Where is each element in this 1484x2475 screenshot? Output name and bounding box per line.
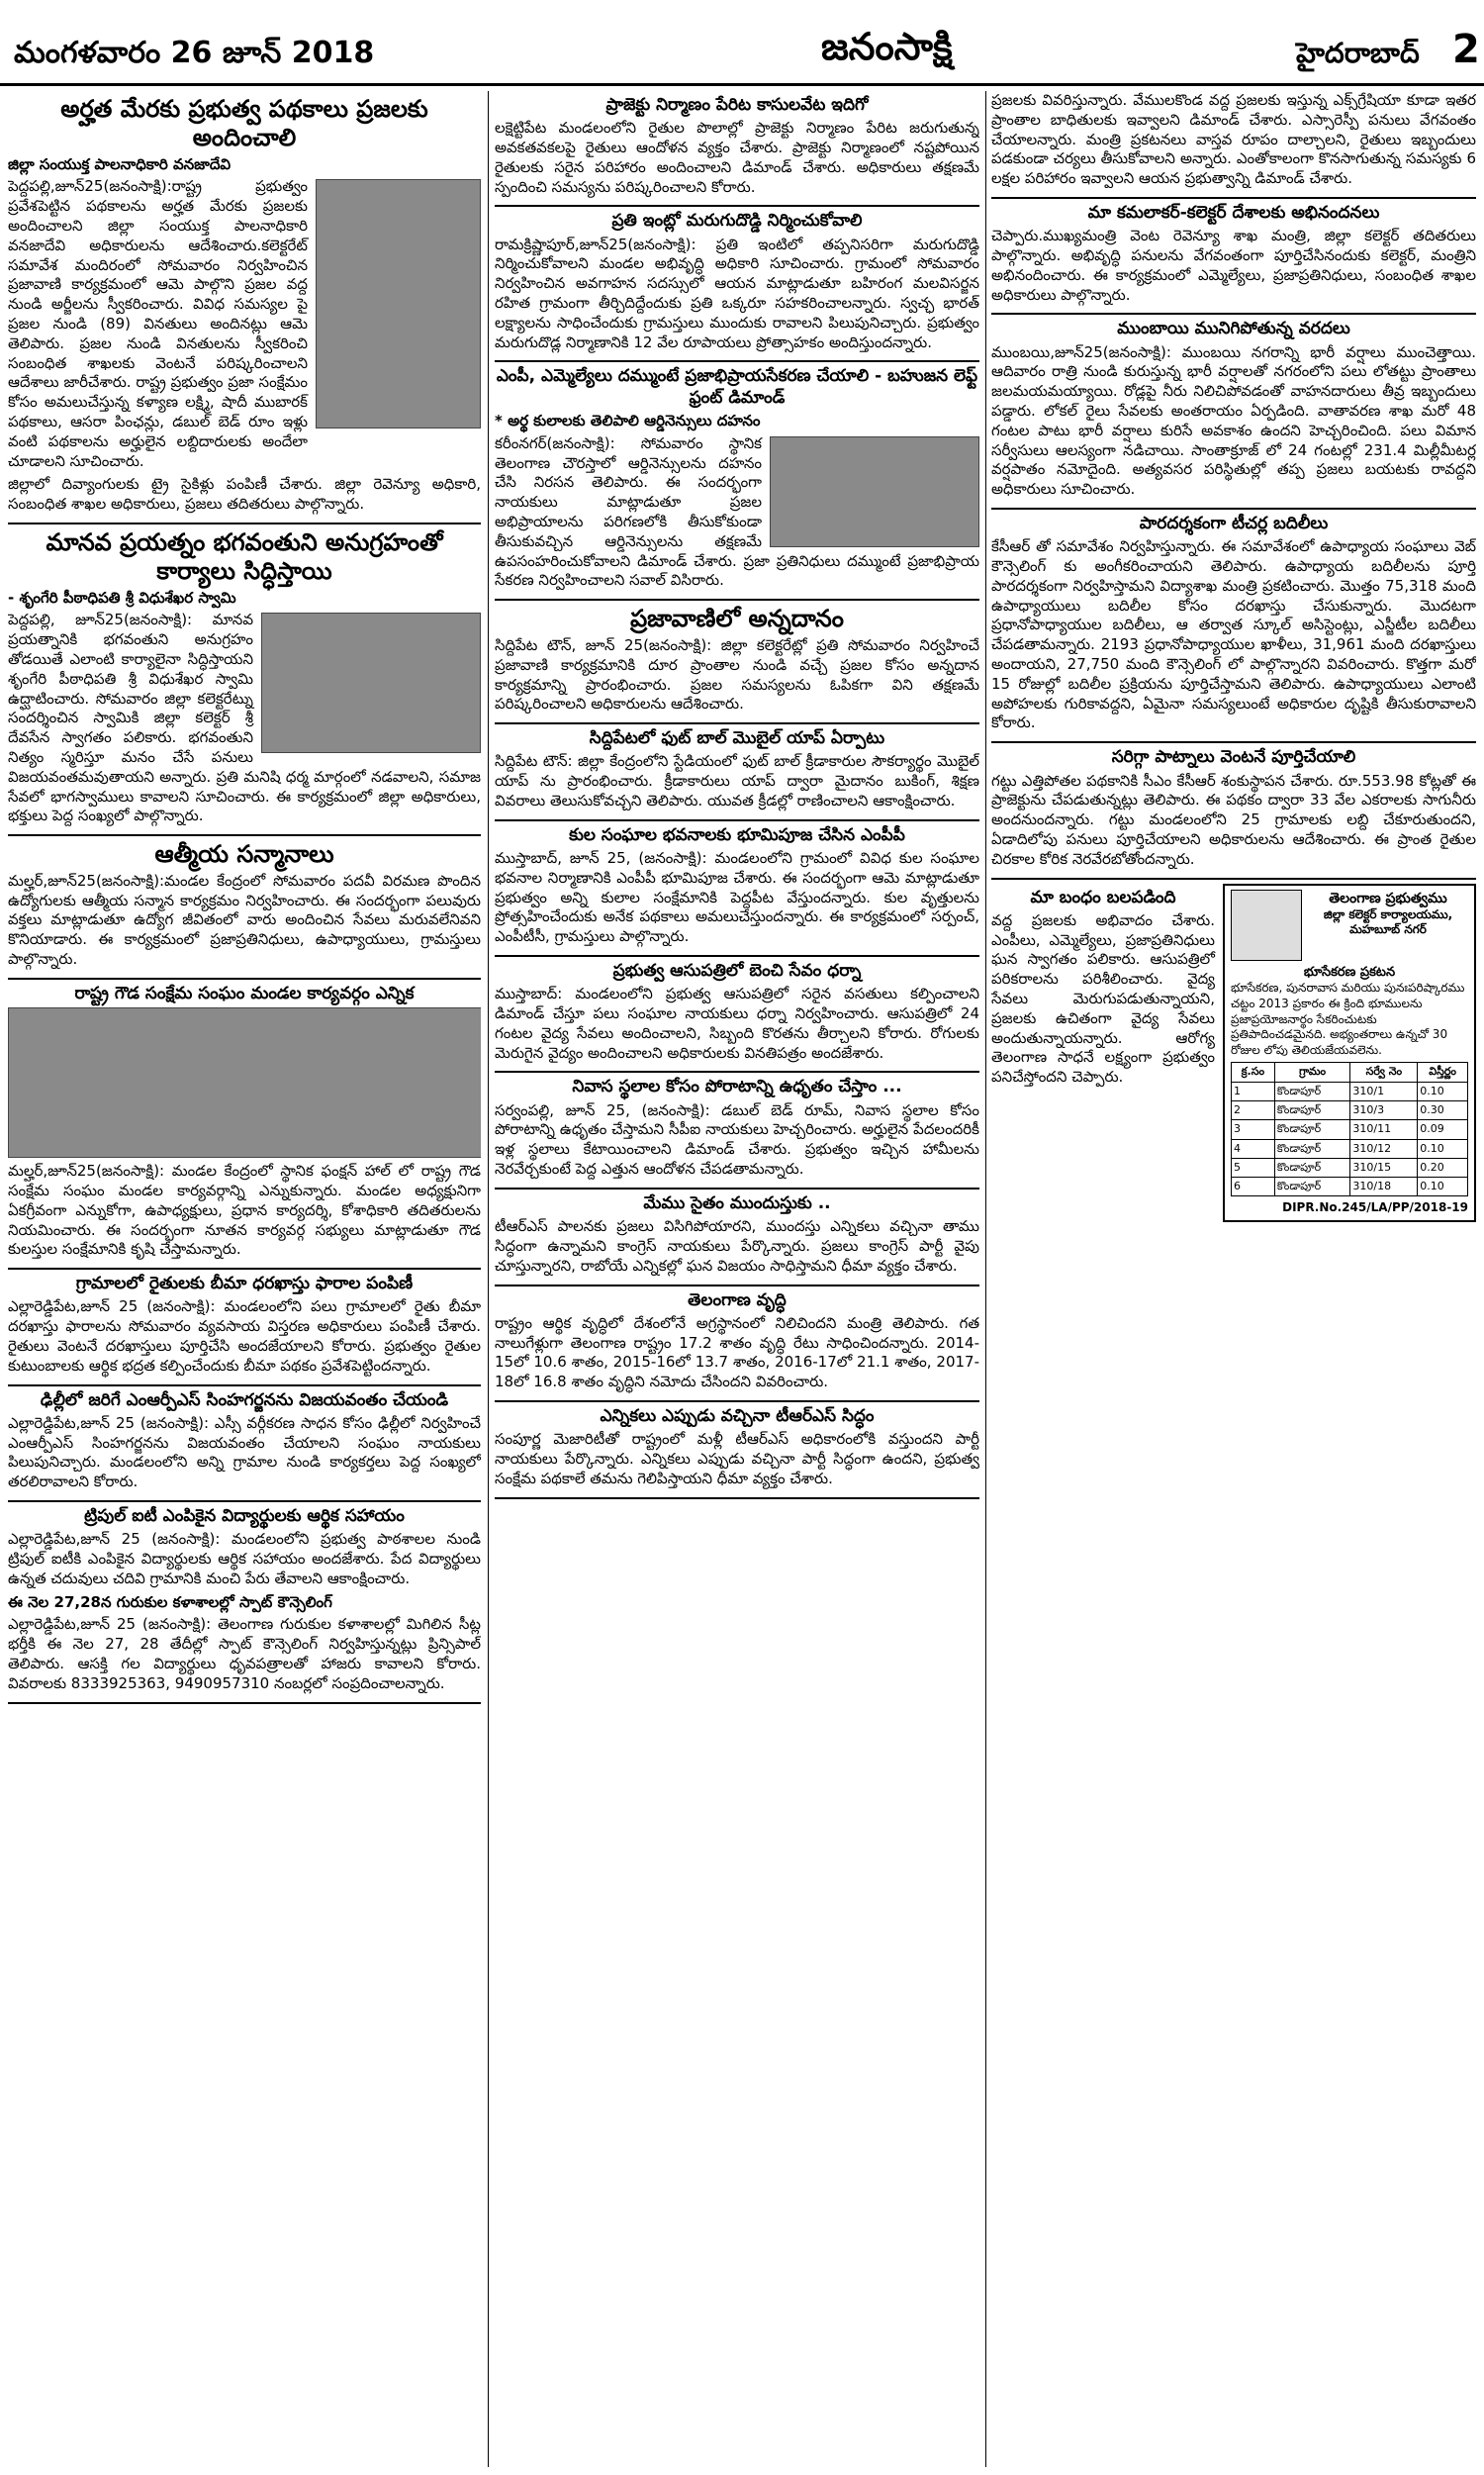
headline: ప్రజావాణిలో అన్నదానం: [630, 605, 844, 633]
table-cell: 0.30: [1418, 1100, 1468, 1119]
article: [495, 825, 979, 957]
headline: నివాస స్థలాల కోసం పోరాటాన్ని ఉధృతం చేస్తాం ...: [572, 1077, 902, 1097]
table-row: [1232, 1178, 1468, 1196]
article-body: ముస్తాబాద్, జూన్ 25, (జనంసాక్షి): మండలంలోని గ్రామంలో వివిధ కుల సంఘాల భవనాల నిర్మాణానికి ఎంపీపీ భూమిపూజ చేశారు. ఈ సందర్భంగా ఆమె మాట్లాడుతూ ప్రభుత్వం అన్ని కులాల సంక్షేమానికి పెద్దపీట వేస్తుందన్నారు. కుల వృత్తులను ప్రోత్సహించేందుకు అనేక పథకాలు అమలుచేస్తుందన్నారు. ఈ కార్యక్రమంలో సర్పంచ్, ఎంపీటీసీ, గ్రామస్తులు పాల్గొన్నారు.: [495, 849, 979, 946]
news-photo: [8, 1007, 481, 1158]
newspaper-name: జనంసాక్షి: [821, 25, 953, 68]
headline: సిద్దిపేటలో ఫుట్ బాల్ మొబైల్ యాప్ ఏర్పాటు: [589, 728, 885, 749]
table-cell: కొండాపూర్: [1274, 1082, 1350, 1100]
article-body: సర్వంపల్లి, జూన్ 25, (జనంసాక్షి): డబుల్ బెడ్ రూమ్, నివాస స్థలాల కోసం పోరాటాన్ని ఉధృతం చేస్తామని సీపీఐ నాయకులు హెచ్చరించారు. అర్హులైన పేదలందరికీ ఇళ్ల స్థలాలు కేటాయించాలని డిమాండ్ చేశారు. ప్రభుత్వం ఇచ్చిన హామీలను నెరవేర్చకుంటే పెద్ద ఎత్తున ఆందోళన చేపడతామన్నారు.: [495, 1100, 979, 1179]
article-body: చెప్పారు.ముఖ్యమంత్రి వెంట రెవెన్యూ శాఖ మంత్రి, జిల్లా కలెక్టర్ తదితరులు పాల్గొన్నారు. అభివృద్ధి పనులను వేగవంతంగా పూర్తిచేసినందుకు కలెక్టర్, మంత్రిని అభినందించారు. ఈ కార్యక్రమంలో ఎమ్మెల్యేలు, ప్రజాప్రతినిధులు, సంబంధిత శాఖల అధికారులు పాల్గొన్నారు.: [991, 227, 1476, 304]
column-header: విస్తీర్ణం: [1418, 1063, 1468, 1082]
article-body: జిల్లాలో దివ్యాంగులకు ట్రై సైకిళ్లు పంపిణీ చేశారు. జిల్లా రెవెన్యూ అధికారి, సంబంధిత శాఖల అధికారులు, ప్రజలు తదితరులు పాల్గొన్నారు.: [8, 475, 481, 514]
article-body: ఎల్లారెడ్డిపేట,జూన్ 25 (జనంసాక్షి): తెలంగాణ గురుకుల కళాశాలల్లో మిగిలిన సీట్ల భర్తీకి ఈ నెల 27, 28 తేదీల్లో స్పాట్ కౌన్సెలింగ్ నిర్వహిస్తున్నట్లు ప్రిన్సిపాల్ తెలిపారు. ఆసక్తి గల విద్యార్థులు ధృవపత్రాలతో హాజరు కావాలని కోరారు. వివరాలకు 8333925363, 9490957310 నంబర్లలో సంప్రదించాలన్నారు.: [8, 1615, 481, 1692]
table-cell: కొండాపూర్: [1274, 1100, 1350, 1119]
ad-title: తెలంగాణ ప్రభుత్వము: [1329, 890, 1447, 906]
subheadline: - శృంగేరి పీఠాధిపతి శ్రీ విధుశేఖర స్వామి: [8, 588, 236, 607]
headline: ట్రిపుల్ ఐటీ ఎంపికైన విద్యార్థులకు ఆర్థిక సహాయం: [84, 1505, 405, 1526]
table-cell: 5: [1232, 1158, 1275, 1177]
column-header: క్ర.సం: [1232, 1063, 1275, 1082]
column-divider: [488, 91, 489, 2467]
article-body: రాష్ట్రం ఆర్థిక వృద్ధిలో దేశంలోనే అగ్రస్థానంలో నిలిచిందని మంత్రి తెలిపారు. గత నాలుగేళ్లుగా తెలంగాణ రాష్ట్రం 17.2 శాతం వృద్ధి రేటు సాధించిందన్నారు. 2014-15లో 10.6 శాతం, 2015-16లో 13.7 శాతం, 2016-17లో 21.1 శాతం, 2017-18లో 16.8 శాతం వృద్ధిని నమోదు చేసిందని వివరించారు.: [495, 1313, 979, 1391]
article: [8, 1274, 481, 1385]
article: [495, 211, 979, 362]
article-body: టీఆర్ఎస్ పాలనకు ప్రజలు విసిగిపోయారని, ముందస్తు ఎన్నికలు వచ్చినా తాము సిద్ధంగా ఉన్నామని కాంగ్రెస్ నాయకులు పేర్కొన్నారు. ప్రజలు కాంగ్రెస్ పార్టీ వైపు చూస్తున్నారని, రాబోయే ఎన్నికల్లో ఘన విజయం సాధిస్తామని ధీమా వ్యక్తం చేశారు.: [495, 1217, 979, 1275]
article: [495, 605, 979, 724]
page-number: 2: [1452, 27, 1480, 72]
headline: ఎంపీ, ఎమ్మెల్యేలు దమ్ముంటే ప్రజాభిప్రాయసేకరణ చేయాలి - బహుజన లెఫ్ట్ ఫ్రంట్ డిమాండ్: [496, 366, 978, 408]
column-middle: [495, 91, 979, 2467]
article: [495, 1077, 979, 1189]
table-cell: 310/3: [1350, 1100, 1418, 1119]
table-row: [1232, 1139, 1468, 1158]
article-body: ముస్తాబాద్: మండలంలోని ప్రభుత్వ ఆసుపత్రిలో సరైన వసతులు కల్పించాలని డిమాండ్ చేస్తూ పలు సంఘాల నాయకులు ధర్నా నిర్వహించారు. ఆసుపత్రిలో 24 గంటల వైద్య సేవలు అందించాలని, సిబ్బంది కొరతను తీర్చాలని కోరారు. రోగులకు మెరుగైన వైద్యం అందించాలని అధికారులకు వినతిపత్రం అందజేశారు.: [495, 985, 979, 1062]
table-row: [1232, 1158, 1468, 1177]
headline: మా కమలాకర్-కలెక్టర్ దేశాలకు అభినందనలు: [1087, 202, 1380, 223]
article: [8, 1506, 481, 1704]
article: [8, 1390, 481, 1502]
ad-notice: భూసేకరణ ప్రకటన: [1303, 964, 1396, 980]
headline: రాష్ట్ర గౌడ సంక్షేమ సంఘం మండల కార్యవర్గం ఎన్నిక: [74, 983, 415, 1003]
headline: ప్రతి ఇంట్లో మరుగుదొడ్డి నిర్మించుకోవాలి: [611, 211, 863, 232]
table-cell: 6: [1232, 1178, 1275, 1196]
headline: ప్రాజెక్టు నిర్మాణం పేరిట కాసులవేట ఇదిగో: [605, 95, 869, 115]
article-body: ప్రజలకు వివరిస్తున్నారు. వేములకొండ వద్ద ప్రజలకు ఇస్తున్న ఎక్స్‌గ్రేషియా కూడా ఇతర ప్రాంతాల బాధితులకు ఇవ్వాలని డిమాండ్ చేశారు. ఎస్సారెస్పీ పనులు వేగవంతం చేయాలన్నారు. మంత్రి ప్రకటనలు వాస్తవ రూపం దాల్చాలని, రైతులు ఇబ్బందులు పడకుండా చర్యలు తీసుకోవాలని అన్నారు. ఎంతోకాలంగా కొనసాగుతున్న సమస్యకు 6 లక్షల పరిహారం ఇవ్వాలని ఆయన ప్రభుత్వాన్ని డిమాండ్ చేశారు.: [991, 91, 1476, 188]
table-cell: 0.10: [1418, 1139, 1468, 1158]
table-cell: 310/1: [1350, 1082, 1418, 1100]
article-body: మల్హర్,జూన్25(జనంసాక్షి):మండల కేంద్రంలో సోమవారం పదవీ విరమణ పొందిన ఉద్యోగులకు ఆత్మీయ సన్మాన కార్యక్రమం నిర్వహించారు. ఈ సందర్భంగా పలువురు వక్తలు మాట్లాడుతూ ఉద్యోగ జీవితంలో వారు అందించిన సేవలు మరువలేనివని కొనియాడారు. ఈ కార్యక్రమంలో ప్రజాప్రతినిధులు, ఉపాధ్యాయులు, గ్రామస్తులు పాల్గొన్నారు.: [8, 871, 481, 969]
table-cell: 2: [1232, 1100, 1275, 1119]
news-photo: [261, 613, 481, 753]
headline: ఢిల్లీలో జరిగే ఎంఆర్పీఎస్ సింహగర్జనను విజయవంతం చేయండి: [40, 1389, 449, 1410]
headline: ముంబాయి మునిగిపోతున్న వరదలు: [1117, 319, 1350, 339]
article: [495, 728, 979, 821]
article: [991, 884, 1215, 1223]
headline: పారదర్శకంగా టీచర్ల బదిలీలు: [1139, 514, 1329, 534]
table-cell: 310/15: [1350, 1158, 1418, 1177]
land-table: [1231, 1062, 1468, 1196]
article-body: ముంబయి,జూన్25(జనంసాక్షి): ముంబయి నగరాన్ని భారీ వర్షాలు ముంచెత్తాయి. ఆదివారం రాత్రి నుండి కురుస్తున్న భారీ వర్షాలతో నగరంలోని పలు లోతట్టు ప్రాంతాలు జలమయమయ్యాయి. రోడ్లపై నీరు నిలిచిపోవడంతో వాహనదారులు తీవ్ర ఇబ్బందులు పడ్డారు. లోకల్ రైలు సేవలకు అంతరాయం ఏర్పడింది. వాతావరణ శాఖ మరో 48 గంటల పాటు భారీ వర్షాలు కురిసే అవకాశం ఉందని హెచ్చరించింది. పలు విమాన సర్వీసులు ఆలస్యంగా నడిచాయి. సాంతాక్రూజ్ లో 24 గంటల్లో 231.4 మిల్లీమీటర్ల వర్షపాతం నమోదైంది. అత్యవసర పరిస్థితుల్లో తప్ప ప్రజలు బయటకు రావద్దని అధికారులు సూచించారు.: [991, 342, 1476, 499]
article-body: పెద్దపల్లి, జూన్25(జనంసాక్షి): మానవ ప్రయత్నానికి భగవంతుని అనుగ్రహం తోడయితే ఎలాంటి కార్యాలైనా సిద్ధిస్తాయని శృంగేరి పీఠాధిపతి శ్రీ విధుశేఖర స్వామి ఉద్ఘాటించారు. సోమవారం జిల్లా కలెక్టరేట్ను సందర్శించిన స్వామికి జిల్లా కలెక్టర్ శ్రీ దేవసేన స్వాగతం పలికారు. భగవంతుని నిత్యం స్మరిస్తూ మనం చేసే పనులు విజయవంతమవుతాయని అన్నారు. ప్రతి మనిషి ధర్మ మార్గంలో నడవాలని, సమాజ సేవలో భాగస్వాములు కావాలని సూచించారు. ఈ కార్యక్రమంలో జిల్లా అధికారులు, భక్తులు పెద్ద సంఖ్యలో పాల్గొన్నారు.: [8, 611, 481, 825]
article: [8, 840, 481, 980]
article: [991, 91, 1476, 199]
article: [991, 747, 1476, 879]
headline: ఎన్నికలు ఎప్పుడు వచ్చినా టీఆర్ఎస్ సిద్ధం: [600, 1405, 875, 1426]
table-row: [1232, 1120, 1468, 1139]
article: [991, 203, 1476, 315]
table-cell: 0.10: [1418, 1178, 1468, 1196]
article: [495, 961, 979, 1073]
table-cell: 0.09: [1418, 1120, 1468, 1139]
table-cell: కొండాపూర్: [1274, 1178, 1350, 1196]
ad-reference-number: DIPR.No.245/LA/PP/2018-19: [1282, 1200, 1468, 1215]
table-cell: 1: [1232, 1082, 1275, 1100]
ad-subtitle: జిల్లా కలెక్టర్ కార్యాలయము, మహబూబ్ నగర్: [1323, 906, 1453, 937]
masthead: [0, 0, 1484, 86]
article: [495, 1193, 979, 1286]
column-right: [991, 91, 1476, 2467]
article: [8, 984, 481, 1270]
article: [991, 514, 1476, 743]
bottom-section: [991, 884, 1476, 1223]
table-cell: 310/12: [1350, 1139, 1418, 1158]
headline: అర్హత మేరకు ప్రభుత్వ పథకాలు ప్రజలకు అందించాలి: [60, 95, 428, 151]
article-body: ఎల్లారెడ్డిపేట,జూన్ 25 (జనంసాక్షి): మండలంలోని పలు గ్రామాలలో రైతు బీమా దరఖాస్తు ఫారాలను సోమవారం వ్యవసాయ విస్తరణ అధికారులు పంపిణీ చేశారు. రైతులు వెంటనే దరఖాస్తులు పూర్తిచేసి అందజేయాలని కోరారు. ప్రభుత్వం రైతుల కుటుంబాలకు ఆర్థిక భద్రత కల్పించేందుకు బీమా పథకం ప్రవేశపెట్టిందన్నారు.: [8, 1297, 481, 1375]
table-cell: కొండాపూర్: [1274, 1139, 1350, 1158]
subheadline: ఈ నెల 27,28న గురుకుల కళాశాలల్లో స్పాట్ కౌన్సెలింగ్: [8, 1592, 332, 1611]
article-body: కేసీఆర్ తో సమావేశం నిర్వహిస్తున్నారు. ఈ సమావేశంలో ఉపాధ్యాయ సంఘాలు వెబ్ కౌన్సెలింగ్ కు అంగీకరించాయని తెలిపారు. ఉపాధ్యాయ బదిలీలను పూర్తి పారదర్శకంగా నిర్వహిస్తామని విద్యాశాఖ మంత్రి ప్రకటించారు. మొత్తం 75,318 మంది ఉపాధ్యాయులు బదిలీల కోసం దరఖాస్తు చేసుకున్నారు. మొదటగా ప్రధానోపాధ్యాయుల బదిలీలు, ఆ తర్వాత స్కూల్ అసిస్టెంట్లు, ఎస్జీటీల బదిలీలు చేపడతామన్నారు. 2193 ప్రధానోపాధ్యాయుల ఖాళీలు, 31,961 మంది దరఖాస్తులు అందాయని, 27,750 మంది కౌన్సెలింగ్ లో పాల్గొన్నారని వివరించారు. కొత్తగా మరో 15 రోజుల్లో బదిలీల ప్రక్రియను పూర్తిచేస్తామని తెలిపారు. ఉపాధ్యాయులు ఎలాంటి అపోహలకు గురికావద్దని, ఏమైనా సమస్యలుంటే అధికారుల దృష్టికి తీసుకురావాలని కోరారు.: [991, 537, 1476, 732]
column-header: సర్వే నెం: [1350, 1063, 1418, 1082]
article-body: వద్ద ప్రజలకు అభివాదం చేశారు. ఎంపీలు, ఎమ్మెల్యేలు, ప్రజాప్రతినిధులు ఘన స్వాగతం పలికారు. ఆసుపత్రిలో పరికరాలను పరిశీలించారు. వైద్య సేవలు మెరుగుపడుతున్నాయని, ప్రజలకు ఉచితంగా వైద్య సేవలు అందుతున్నాయన్నారు. ఆరోగ్య తెలంగాణ సాధనే లక్ష్యంగా ప్రభుత్వం పనిచేస్తోందని చెప్పారు.: [991, 910, 1215, 1087]
news-photo: [770, 436, 979, 547]
table-cell: కొండాపూర్: [1274, 1120, 1350, 1139]
article: [991, 319, 1476, 510]
headline: తెలంగాణ వృద్ధి: [688, 1289, 787, 1310]
headline: మా బంధం బలపడింది: [1030, 887, 1176, 907]
headline: గ్రామాలలో రైతులకు బీమా ధరఖాస్తు ఫారాల పంపిణీ: [75, 1274, 414, 1294]
table-cell: 310/18: [1350, 1178, 1418, 1196]
government-notice-ad: [1223, 884, 1476, 1223]
table-row: [1232, 1100, 1468, 1119]
article-body: గట్టు ఎత్తిపోతల పథకానికి సీఎం కేసీఆర్ శంకుస్థాపన చేశారు. రూ.553.98 కోట్లతో ఈ ప్రాజెక్టును చేపడుతున్నట్లు తెలిపారు. ఈ పథకం ద్వారా 33 వేల ఎకరాలకు సాగునీరు అందనుందన్నారు. గట్టు మండలంలోని 25 గ్రామాలకు లబ్ది చేకూరుతుందని, ఏడాదిలోపు పనులు పూర్తిచేయాలని అధికారులను ఆదేశించారు. ఈ ప్రాంత రైతుల చిరకాల కోరిక నెరవేరబోతోందన్నారు.: [991, 771, 1476, 868]
table-cell: కొండాపూర్: [1274, 1158, 1350, 1177]
table-row: [1232, 1082, 1468, 1100]
article-body: మల్హర్,జూన్25(జనంసాక్షి): మండల కేంద్రంలో స్థానిక ఫంక్షన్ హాల్ లో రాష్ట్ర గౌడ సంక్షేమ సంఘం మండల కార్యవర్గాన్ని ఎన్నుకున్నారు. మండల అధ్యక్షునిగా ఏకగ్రీవంగా ఎన్నుకోగా, ఉపాధ్యక్షులు, ప్రధాన కార్యదర్శి, కోశాధికారి తదితరులను నియమించారు. ఈ సందర్భంగా నూతన కార్యవర్గ సభ్యులు మాట్లాడుతూ గౌడ కులస్తుల సంక్షేమానికి కృషి చేస్తామన్నారు.: [8, 1162, 481, 1259]
table-cell: 3: [1232, 1120, 1275, 1139]
table-header-row: [1232, 1063, 1468, 1082]
article-body: పెద్దపల్లి,జూన్25(జనంసాక్షి):రాష్ట్ర ప్రభుత్వం ప్రవేశపెట్టిన పథకాలను అర్హత మేరకు ప్రజలకు అందించాలని జిల్లా సంయుక్త పాలనాధికారి వనజాదేవి అధికారులను ఆదేశించారు.కలెక్టరేట్ సమావేశ మందిరంలో సోమవారం నిర్వహించిన ప్రజావాణి కార్యక్రమంలో ఆమె పాల్గొని ప్రజల వద్ద నుండి అర్జీలను స్వీకరించారు. వివిధ సమస్యల పై ప్రజల నుండి (89) వినతులు అందినట్లు ఆమె తెలిపారు. ప్రజల నుండి వినతులను స్వీకరించి సంబంధిత శాఖలకు వెంటనే పరిష్కరించాలని ఆదేశాలు జారీచేశారు. రాష్ట్ర ప్రభుత్వం ప్రజా సంక్షేమం కోసం అమలుచేస్తున్న కళ్యాణ లక్ష్మి, షాదీ ముబారక్ పథకాలు, ఆసరా పింఛన్లు, డబుల్ బెడ్ రూం ఇళ్లు వంటి పథకాలను అర్హులైన లబ్దిదారులకు అందేలా చూడాలని సూచించారు.: [8, 177, 308, 470]
article-body: ఎల్లారెడ్డిపేట,జూన్ 25 (జనంసాక్షి): ఎస్సీ వర్గీకరణ సాధన కోసం ఢిల్లీలో నిర్వహించే ఎంఆర్పీఎస్ సింహగర్జనను విజయవంతం చేయాలని సంఘం నాయకులు పిలుపునిచ్చారు. మండలంలోని అన్ని గ్రామాల నుండి కార్యకర్తలు పెద్ద సంఖ్యలో తరలిరావాలని కోరారు.: [8, 1413, 481, 1491]
ad-body: భూసేకరణ, పునరావాస మరియు పునఃపరిష్కారము చట్టం 2013 ప్రకారం ఈ క్రింది భూములను ప్రజాప్రయోజనార్థం సేకరించుటకు ప్రతిపాదించడమైనది. అభ్యంతరాలు ఉన్నచో 30 రోజుల లోపు తెలియజేయవలెను.: [1231, 981, 1465, 1057]
headline: ఆత్మీయ సన్మానాలు: [154, 840, 334, 869]
subheadline: జిల్లా సంయుక్త పాలనాధికారి వనజాదేవి: [8, 154, 232, 173]
article-body: ఎల్లారెడ్డిపేట,జూన్ 25 (జనంసాక్షి): మండలంలోని ప్రభుత్వ పాఠశాలల నుండి ట్రిపుల్ ఐటీకి ఎంపికైన విద్యార్థులకు ఆర్థిక సహాయం అందజేశారు. పేద విద్యార్థులు ఉన్నత చదువులు చదివి గ్రామానికి మంచి పేరు తేవాలని ఆకాంక్షించారు.: [8, 1530, 481, 1587]
article-body: లక్షెట్టిపేట మండలంలోని రైతుల పొలాల్లో ప్రాజెక్టు నిర్మాణం పేరిట జరుగుతున్న అవకతవకలపై రైతులు ఆందోళన వ్యక్తం చేశారు. ప్రాజెక్టు నిర్మాణంలో నష్టపోయిన రైతులకు సరైన పరిహారం అందించాలని డిమాండ్ చేశారు. అధికారులు తక్షణమే స్పందించి సమస్యను పరిష్కరించాలని కోరారు.: [495, 119, 979, 196]
subheadline: * అర్థ కులాలకు తెలిపాలి ఆర్డినెన్సులు దహనం: [495, 411, 761, 429]
article-body: సంపూర్ణ మెజారిటీతో రాష్ట్రంలో మళ్లీ టీఆర్ఎస్ అధికారంలోకి వస్తుందని పార్టీ నాయకులు పేర్కొన్నారు. ఎన్నికలు ఎప్పుడు వచ్చినా పార్టీ సిద్ధంగా ఉందని, ప్రభుత్వ సంక్షేమ పథకాలే తమను గెలిపిస్తాయని ధీమా వ్యక్తం చేశారు.: [495, 1430, 979, 1487]
column-header: గ్రామం: [1274, 1063, 1350, 1082]
issue-date: మంగళవారం 26 జూన్ 2018: [14, 36, 375, 70]
article: [495, 1406, 979, 1499]
headline: మానవ ప్రయత్నం భగవంతుని అనుగ్రహంతో కార్యాలు సిద్ధిస్తాయి: [46, 527, 443, 585]
article: [8, 528, 481, 836]
headline: సరిగ్గా పాట్నాలు వెంటనే పూర్తిచేయాలి: [1111, 747, 1356, 768]
table-cell: 0.20: [1418, 1158, 1468, 1177]
article: [495, 366, 979, 601]
column-left: [8, 91, 481, 2467]
article: [495, 1290, 979, 1402]
article-body: కరీంనగర్(జనంసాక్షి): సోమవారం స్థానిక తెలంగాణ చౌరస్తాలో ఆర్డినెన్సులను దహనం చేసి నిరసన తెలిపారు. ఈ సందర్భంగా నాయకులు మాట్లాడుతూ ప్రజల అభిప్రాయాలను పరిగణలోకి తీసుకోకుండా తీసుకువచ్చిన ఆర్డినెన్సులను తక్షణమే ఉపసంహరించుకోవాలని డిమాండ్ చేశారు. ప్రజా ప్రతినిధులు దమ్ముంటే ప్రజాభిప్రాయ సేకరణ నిర్వహించాలని సవాల్ విసిరారు.: [495, 433, 979, 590]
article: [495, 95, 979, 207]
article-body: రామక్రిష్ణాపూర్,జూన్25(జనంసాక్షి): ప్రతి ఇంటిలో తప్పనిసరిగా మరుగుదొడ్డి నిర్మించుకోవాలని మండల అభివృద్ధి అధికారి సూచించారు. గ్రామంలో సోమవారం నిర్వహించిన అవగాహన సదస్సులో ఆయన మాట్లాడుతూ బహిరంగ మలవిసర్జన రహిత గ్రామంగా తీర్చిదిద్దేందుకు ప్రతి ఒక్కరూ సహకరించాలన్నారు. స్వచ్ఛ భారత్ లక్ష్యాలను సాధించేందుకు గ్రామస్తులు ముందుకు రావాలని పిలుపునిచ్చారు. ప్రభుత్వం మరుగుదొడ్ల నిర్మాణానికి 12 వేల రూపాయలు ప్రోత్సాహకం అందిస్తుందన్నారు.: [495, 235, 979, 351]
article-body: సిద్దిపేట టౌన్, జూన్ 25(జనంసాక్షి): జిల్లా కలెక్టరేట్లో ప్రతి సోమవారం నిర్వహించే ప్రజావాణి కార్యక్రమానికి దూర ప్రాంతాల నుండి వచ్చే ప్రజల కోసం అన్నదాన కార్యక్రమాన్ని ప్రారంభించారు. ప్రజల సమస్యలను ఓపికగా విని తక్షణమే పరిష్కరించాలని అధికారులను ఆదేశించారు.: [495, 635, 979, 714]
headline: కుల సంఘాల భవనాలకు భూమిపూజ చేసిన ఎంపీపీ: [569, 824, 905, 845]
headline: మేము సైతం ముందుస్తుకు ..: [643, 1192, 831, 1213]
table-cell: 4: [1232, 1139, 1275, 1158]
column-divider: [985, 91, 986, 2467]
headline: ప్రభుత్వ ఆసుపత్రిలో బెంచి సేవం ధర్నా: [612, 961, 862, 981]
table-cell: 0.10: [1418, 1082, 1468, 1100]
edition-city: హైదరాబాద్: [1296, 37, 1420, 69]
article-body: సిద్దిపేట టౌన్: జిల్లా కేంద్రంలోని స్టేడియంలో ఫుట్ బాల్ క్రీడాకారుల సౌకర్యార్థం మొబైల్ యాప్ ను ప్రారంభించారు. క్రీడాకారులు యాప్ ద్వారా మైదానం బుకింగ్, శిక్షణ వివరాలు తెలుసుకోవచ్చని తెలిపారు. యువత క్రీడల్లో రాణించాలని ఆకాంక్షించారు.: [495, 752, 979, 809]
news-photo: [316, 179, 481, 428]
article: [8, 95, 481, 524]
table-cell: 310/11: [1350, 1120, 1418, 1139]
state-emblem-icon: [1231, 890, 1302, 961]
